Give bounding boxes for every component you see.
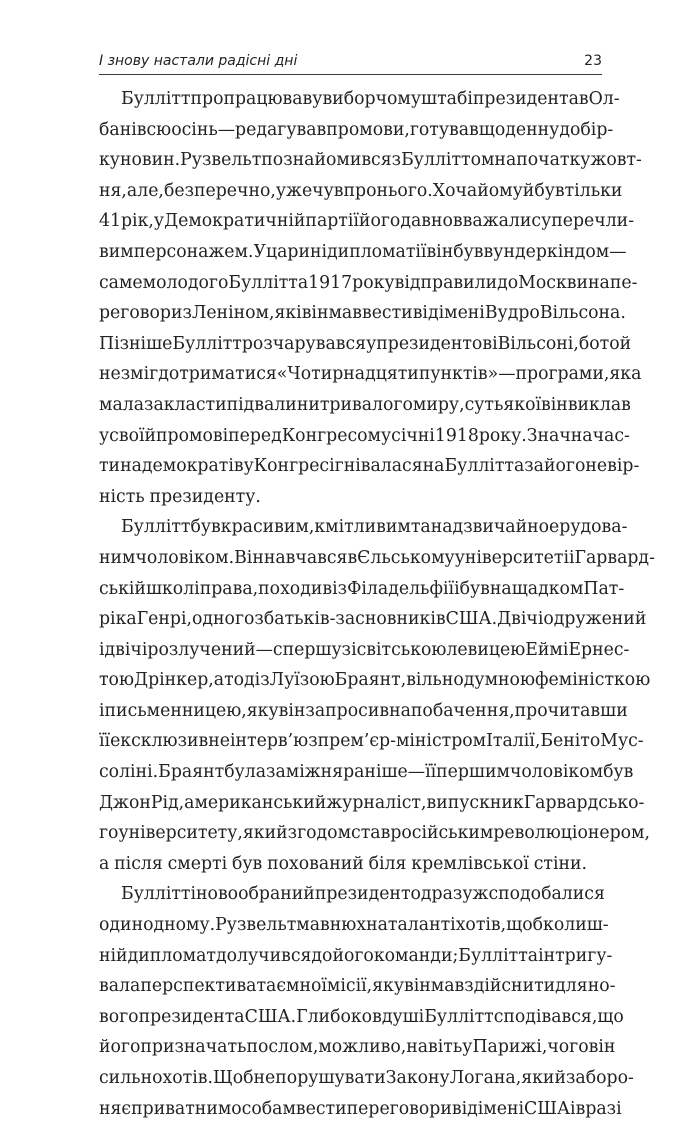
text-line: ській школі права, походив із Філадельфії і був нащадком Пат- <box>99 578 625 599</box>
text-line: у своїй промові перед Конгресом у січні 1918 року. Значна час- <box>99 425 630 446</box>
text-line: один одному. Рузвельт мав нюх на талант і хотів, щоб колиш- <box>99 915 609 936</box>
text-line: сильно хотів. Щоб не порушувати Закону Логана, який заборо- <box>99 1068 634 1088</box>
text-line: її ексклюзивне інтерв’ю з прем’єр-міністром Італії, Беніто Мус- <box>99 731 644 752</box>
text-line: саме молодого Буллітта 1917 року відправили до Москви на пе- <box>99 272 638 293</box>
text-line: 41 рік, у Демократичній партії його давно вважали суперечли- <box>99 211 635 232</box>
text-line: ріка Генрі, одного з батьків-засновників США. Двічі одружений <box>99 609 647 630</box>
text-line: і письменницею, яку він запросив на побачення, прочитавши <box>99 700 628 721</box>
text-line: тина демократів у Конгресі гнівалася на Буллітта за його невір- <box>99 456 640 477</box>
text-line: няє приватним особам вести переговори від імені США і в разі <box>99 1098 622 1119</box>
text-line: вого президента США. Глибоко в душі Буллітт сподівався, що <box>99 1006 624 1027</box>
running-title: І знову настали радісні дні <box>99 53 298 69</box>
text-line: і двічі розлучений — спершу зі світською левицею Еймі Ернес- <box>99 639 630 660</box>
text-line: ність президенту. <box>99 486 261 507</box>
page-number: 23 <box>584 53 602 69</box>
text-line: вала перспектива таємної місії, яку він мав здійснити для но- <box>99 976 616 997</box>
text-line: його призначать послом, можливо, навіть у Парижі, чого він <box>99 1037 616 1058</box>
text-line: вим персонажем. У царині дипломатії він був вундеркіндом — <box>99 241 627 262</box>
text-line: бані всю осінь — редагував промови, готував щоденну добір- <box>99 119 614 140</box>
text-line: Буллітт пропрацював у виборчому штабі президента в Ол- <box>121 89 620 109</box>
text-line: Пізніше Буллітт розчарувався у президентові Вільсоні, бо той <box>99 333 632 354</box>
text-line: не зміг дотриматися «Чотирнадцяти пунктів» — програми, яка <box>99 364 642 385</box>
running-header <box>99 52 602 75</box>
text-line: тою Дрінкер, а тоді з Луїзою Браянт, вільнодумною феміністкою <box>99 670 651 691</box>
text-line: Буллітт був красивим, кмітливим та надзвичайно ерудова- <box>121 517 628 538</box>
text-line: соліні. Браянт була заміжня раніше — її першим чоловіком був <box>99 762 634 783</box>
text-line: го університету, який згодом став російським революціонером, <box>99 823 650 844</box>
text-line: реговори з Леніном, які він мав вести від імені Вудро Вільсона. <box>99 303 626 324</box>
text-line: а після смерті був похований біля кремлівської стіни. <box>99 853 588 874</box>
text-line: ку новин. Рузвельт познайомився з Булліттом на початку жовт- <box>99 150 642 171</box>
text-line: ня, але, безперечно, уже чув про нього. Хоча йому й був тільки <box>99 180 623 201</box>
text-line: Джон Рід, американський журналіст, випускник Гарвардсько- <box>99 792 645 813</box>
text-line: ній дипломат долучився до його команди; Буллітта інтригу- <box>99 945 613 966</box>
text-line: мала закласти підвалини тривалого миру, суть якої він виклав <box>99 394 631 415</box>
body-text <box>99 84 655 1124</box>
text-line: ним чоловіком. Він навчався в Єльському університеті і Гарвард- <box>99 547 655 568</box>
text-line: Буллітт і новообраний президент одразу ж сподобалися <box>121 884 605 905</box>
